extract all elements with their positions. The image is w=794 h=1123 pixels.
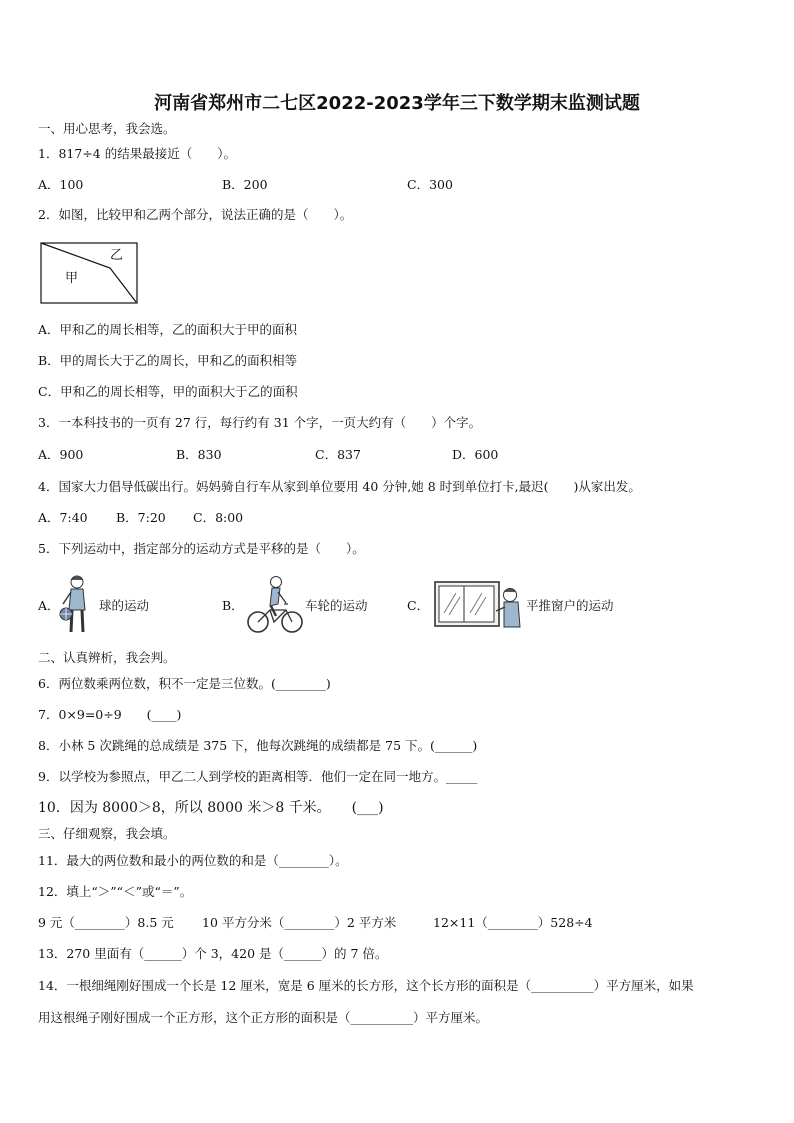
- q12-item-2: 10 平方分米（________）2 平方米: [202, 915, 397, 930]
- q3-option-b: B．830: [176, 447, 222, 462]
- q2-figure: [40, 242, 138, 304]
- q3-option-a: A．900: [38, 447, 84, 462]
- question-14-line-2: 用这根绳子刚好围成一个正方形，这个正方形的面积是（__________）平方厘米。: [38, 1010, 489, 1025]
- question-12: 12．填上“＞”“＜”或“＝”。: [38, 884, 193, 899]
- question-1: 1．817÷4 的结果最接近（ ）。: [38, 146, 236, 161]
- question-7: 7．0×9=0÷9 (____): [38, 707, 182, 722]
- question-9: 9．以学校为参照点，甲乙二人到学校的距离相等．他们一定在同一地方。_____: [38, 769, 478, 784]
- section-1-heading: 一、用心思考，我会选。: [38, 121, 176, 136]
- q4-option-b: B．7:20: [116, 510, 166, 525]
- q1-option-b: B．200: [222, 177, 268, 192]
- section-3-heading: 三、仔细观察，我会填。: [38, 826, 176, 841]
- q5-option-c-label: 平推窗户的运动: [526, 598, 614, 613]
- bicycle-illustration: [246, 574, 304, 636]
- q3-option-c: C．837: [315, 447, 361, 462]
- question-10: 10．因为 8000＞8，所以 8000 米＞8 千米。 (___): [38, 800, 384, 816]
- q2-option-c: C．甲和乙的周长相等，甲的面积大于乙的面积: [38, 384, 298, 399]
- question-5: 5．下列运动中，指定部分的运动方式是平移的是（ ）。: [38, 541, 365, 556]
- question-4: 4．国家大力倡导低碳出行。妈妈骑自行车从家到单位要用 40 分钟,她 8 时到单位打卡,最迟( )从家出发。: [38, 479, 641, 494]
- q2-label-yi: 乙: [110, 248, 124, 263]
- q12-item-3: 12×11（________）528÷4: [433, 915, 593, 930]
- q3-option-d: D．600: [452, 447, 499, 462]
- page-title: 河南省郑州市二七区2022-2023学年三下数学期末监测试题: [154, 93, 640, 114]
- question-13: 13．270 里面有（______）个 3，420 是（______）的 7 倍。: [38, 946, 388, 961]
- q2-label-jia: 甲: [65, 271, 79, 286]
- q1-option-c: C．300: [407, 177, 453, 192]
- question-3: 3．一本科技书的一页有 27 行，每行约有 31 个字，一页大约有（ ）个字。: [38, 415, 482, 430]
- q2-option-b: B．甲的周长大于乙的周长，甲和乙的面积相等: [38, 353, 298, 368]
- question-6: 6．两位数乘两位数，积不一定是三位数。(________): [38, 676, 331, 691]
- q2-option-a: A．甲和乙的周长相等，乙的面积大于甲的面积: [38, 322, 298, 337]
- q5-option-a-letter: A．: [38, 598, 60, 613]
- question-14-line-1: 14．一根细绳刚好围成一个长是 12 厘米，宽是 6 厘米的长方形，这个长方形的面积是（__________）平方厘米，如果: [38, 978, 694, 993]
- q5-option-c-letter: C．: [407, 598, 430, 613]
- q1-option-a: A．100: [38, 177, 84, 192]
- q4-option-c: C．8:00: [193, 510, 244, 525]
- q4-option-a: A．7:40: [38, 510, 88, 525]
- q5-option-a-label: 球的运动: [99, 598, 150, 613]
- q5-option-b-label: 车轮的运动: [305, 598, 368, 613]
- section-2-heading: 二、认真辨析，我会判。: [38, 650, 176, 665]
- child-ball-illustration: [58, 574, 98, 636]
- question-2: 2．如图，比较甲和乙两个部分，说法正确的是（ ）。: [38, 207, 353, 222]
- q5-option-b-letter: B．: [222, 598, 244, 613]
- question-8: 8．小林 5 次跳绳的总成绩是 375 下，他每次跳绳的成绩都是 75 下。(______): [38, 738, 478, 753]
- question-11: 11．最大的两位数和最小的两位数的和是（________）。: [38, 853, 348, 868]
- q12-item-1: 9 元（________）8.5 元: [38, 915, 174, 930]
- sliding-window-illustration: [434, 581, 526, 631]
